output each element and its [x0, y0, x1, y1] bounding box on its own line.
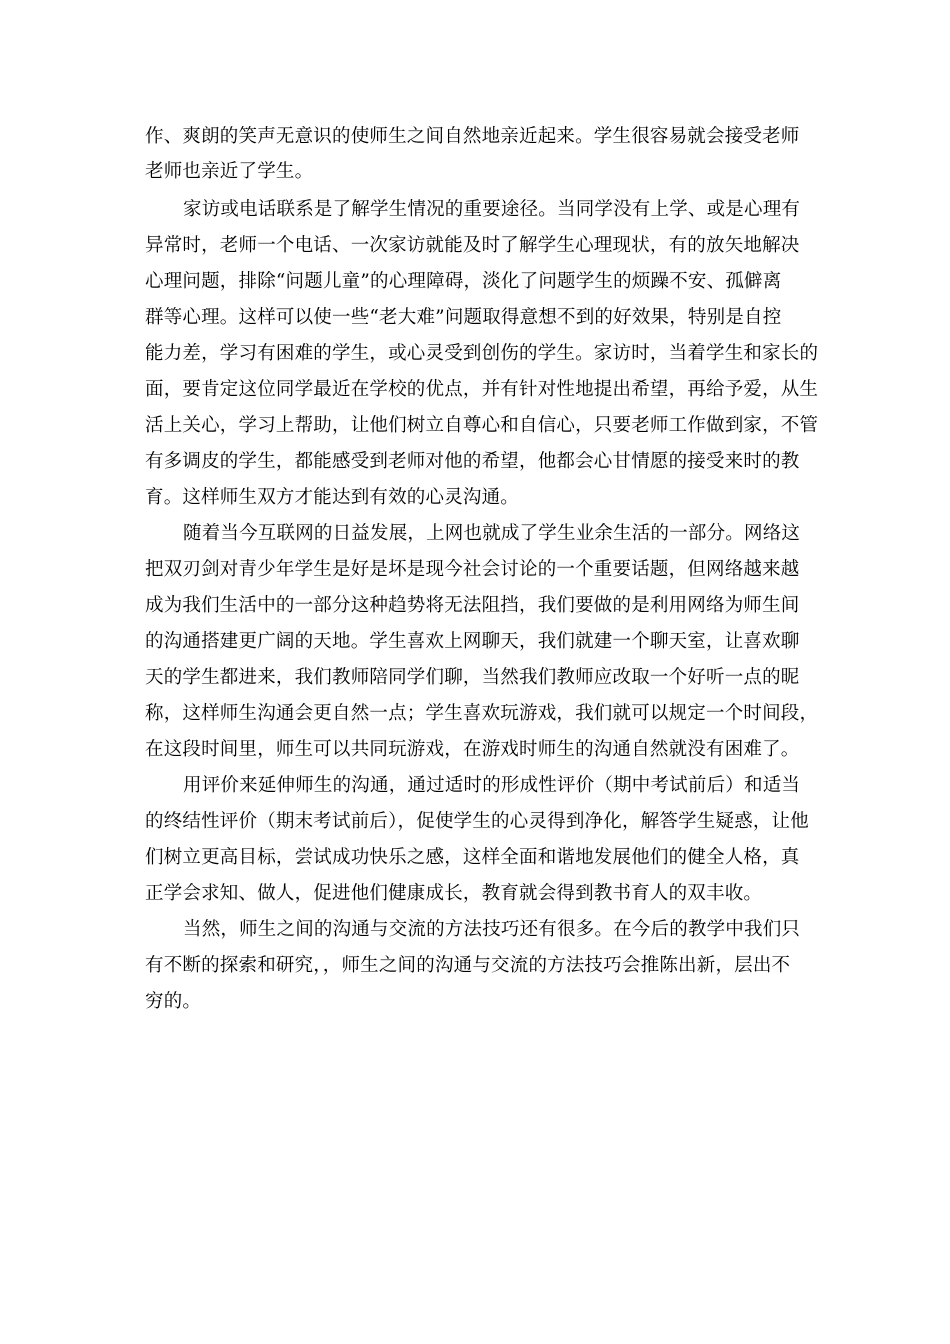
paragraph-start-line: 用评价来延伸师生的沟通，通过适时的形成性评价（期中考试前后）和适当 [183, 775, 801, 796]
text-line: 作、爽朗的笑声无意识的使师生之间自然地亲近起来。学生很容易就会接受老师 [145, 126, 800, 147]
text-line: 异常时，老师一个电话、一次家访就能及时了解学生心理现状，有的放矢地解决 [145, 235, 800, 256]
text-line: 有多调皮的学生，都能感受到老师对他的希望，他都会心甘情愿的接受来时的教 [145, 451, 800, 472]
text-line: 正学会求知、做人，促进他们健康成长，教育就会得到教书育人的双丰收。 [145, 883, 763, 904]
text-line: 把双刃剑对青少年学生是好是坏是现今社会讨论的一个重要话题，但网络越来越 [145, 559, 800, 580]
text-line: 老师也亲近了学生。 [145, 161, 314, 182]
text-line: 穷的。 [145, 991, 202, 1012]
text-line: 天的学生都进来，我们教师陪同学们聊，当然我们教师应改取一个好听一点的昵 [145, 667, 800, 688]
text-line: 有不断的探索和研究，，师生之间的沟通与交流的方法技巧会推陈出新，层出不 [145, 955, 791, 976]
text-line: 心理问题，排除“问题儿童”的心理障碍，淡化了问题学生的烦躁不安、孤僻离 [145, 271, 782, 292]
text-line: 的沟通搭建更广阔的天地。学生喜欢上网聊天，我们就建一个聊天室，让喜欢聊 [145, 631, 800, 652]
text-line: 称，这样师生沟通会更自然一点；学生喜欢玩游戏，我们就可以规定一个时间段， [145, 703, 819, 724]
paragraph-start-line: 当然，师生之间的沟通与交流的方法技巧还有很多。在今后的教学中我们只 [183, 919, 801, 940]
text-line: 面，要肯定这位同学最近在学校的优点，并有针对性地提出希望，再给予爱，从生 [145, 379, 819, 400]
text-line: 活上关心，学习上帮助，让他们树立自尊心和自信心，只要老师工作做到家，不管 [145, 415, 819, 436]
paragraph-start-line: 家访或电话联系是了解学生情况的重要途径。当同学没有上学、或是心理有 [183, 199, 801, 220]
text-line: 成为我们生活中的一部分这种趋势将无法阻挡，我们要做的是利用网络为师生间 [145, 595, 800, 616]
text-line: 育。这样师生双方才能达到有效的心灵沟通。 [145, 487, 520, 508]
text-line: 能力差，学习有困难的学生，或心灵受到创伤的学生。家访时，当着学生和家长的 [145, 343, 819, 364]
text-line: 的终结性评价（期末考试前后），促使学生的心灵得到净化，解答学生疑惑，让他 [145, 811, 809, 832]
paragraph-start-line: 随着当今互联网的日益发展，上网也就成了学生业余生活的一部分。网络这 [183, 523, 801, 544]
text-line: 们树立更高目标，尝试成功快乐之感，这样全面和谐地发展他们的健全人格，真 [145, 847, 800, 868]
text-line: 在这段时间里，师生可以共同玩游戏，在游戏时师生的沟通自然就没有困难了。 [145, 739, 800, 760]
text-line: 群等心理。这样可以使一些“老大难”问题取得意想不到的好效果，特别是自控 [145, 307, 782, 328]
